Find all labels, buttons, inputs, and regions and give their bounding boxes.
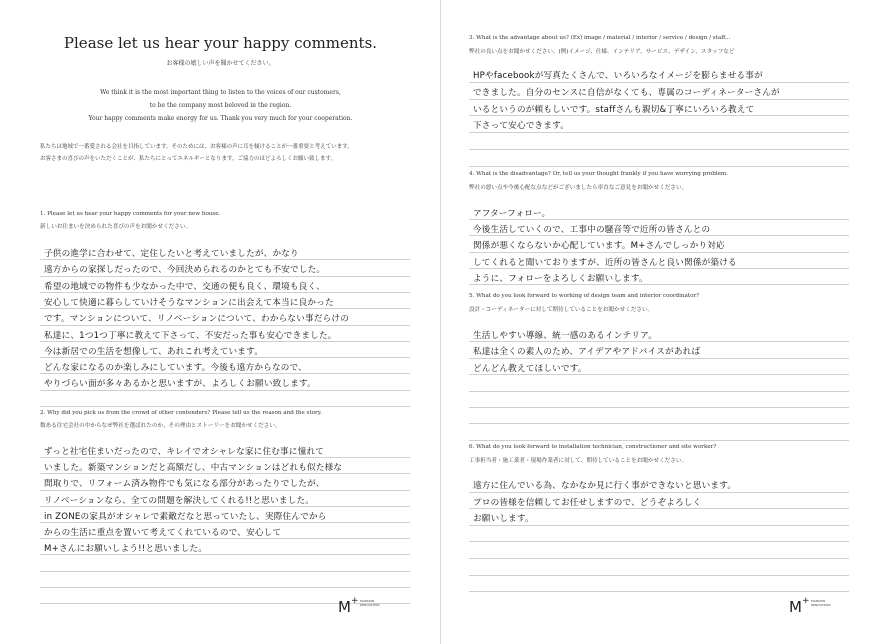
- handwritten-answer-line: やりづらい面が多々あるかと思いますが、よろしくお願い致します。: [44, 379, 316, 390]
- question-2-en: 2. Why did you pick us from the crowd of other contenders? Please tell us the reason and the story.: [40, 410, 322, 416]
- handwritten-answer-line: 子供の進学に合わせて、定住したいと考えていましたが、かなり: [44, 249, 299, 259]
- handwritten-answer-line: です。マンションについて、リノベーションについて、わからない事だらけの: [44, 314, 349, 325]
- handwritten-answer-line: 間取りで、リフォーム済み物件でも気になる部分があったりでしたが、: [44, 479, 325, 490]
- handwritten-answer-line: 遠方に住んでいる為、なかなか見に行く事ができないと思います。: [473, 481, 737, 491]
- question-6-jp: 工事担当者・施工業者・現場作業者に対して、期待していることをお聞かせください。: [469, 458, 688, 464]
- handwritten-answer-line: 関係が悪くならないか心配しています。M+さんでしっかり対応: [473, 241, 725, 252]
- answer-rule-line: [469, 284, 849, 285]
- intro-jp-line: 私たちは地域で一番愛される会社を目指しています。そのためには、お客様の声に耳を傾けることが一番重要と考えています。: [40, 144, 353, 150]
- answer-rule-line: [469, 235, 849, 236]
- answer-rule-line: [469, 268, 849, 269]
- handwritten-answer-line: お願いします。: [473, 514, 534, 525]
- handwritten-answer-line: 安心して快適に暮らしていけそうなマンションに出会えて本当に良かった: [44, 297, 334, 308]
- handwritten-answer-line: 希望の地域での物件も少なかった中で、交通の便も良く、環境も良く、: [44, 281, 325, 292]
- handwritten-answer-line: M+さんにお願いしよう!!と思いました。: [44, 544, 208, 555]
- handwritten-answer-line: どんな家になるのか楽しみにしています。今後も遠方からなので、: [44, 363, 307, 374]
- answer-rule-line: [40, 373, 410, 374]
- answer-rule-line: [469, 115, 849, 116]
- brand-logo: M+: [338, 596, 359, 616]
- answer-rule-line: [469, 525, 849, 526]
- answer-rule-line: [469, 149, 849, 150]
- brand-logo-tagline: MANSION RENOVATION: [811, 599, 831, 607]
- answer-rule-line: [469, 341, 849, 342]
- handwritten-answer-line: in ZONEの家具がオシャレで素敵だなと思っていたし、実際住んでから: [44, 511, 327, 522]
- handwritten-answer-line: いるというのが頼もしいです。staffさんも親切&丁寧にいろいろ教えて: [473, 104, 755, 115]
- answer-rule-line: [40, 490, 410, 491]
- answer-rule-line: [469, 423, 849, 424]
- handwritten-answer-line: 私達は全くの素人のため、アイデアやアドバイスがあれば: [473, 347, 701, 358]
- handwritten-answer-line: ように、フォローをよろしくお願いします。: [473, 273, 648, 284]
- answer-rule-line: [40, 522, 410, 523]
- question-5-en: 5. What do you look forward to working of design team and interior coordinator?: [469, 293, 700, 299]
- handwritten-answer-line: 今は新居での生活を想像して、あれこれ考えています。: [44, 346, 263, 357]
- handwritten-answer-line: してくれると聞いておりますが、近所の皆さんと良い関係が築ける: [473, 257, 737, 268]
- handwritten-answer-line: 遠方からの家探しだったので、今回決められるのかとても不安でした。: [44, 265, 326, 276]
- page-title: Please let us hear your happy comments.: [63, 34, 378, 52]
- answer-rule-line: [469, 508, 849, 509]
- intro-en-line: to be the company most beloved in the region.: [149, 102, 292, 109]
- handwritten-answer-line: 生活しやすい導線、統一感のあるインテリア。: [473, 331, 657, 341]
- answer-rule-line: [40, 308, 410, 309]
- answer-rule-line: [469, 591, 849, 592]
- intro-en-line: Your happy comments make energy for us. Thank you very much for your cooperation.: [88, 115, 353, 122]
- answer-rule-line: [40, 506, 410, 507]
- answer-rule-line: [469, 132, 849, 133]
- handwritten-answer-line: 私達に、1つ1つ丁寧に教えて下さって、不安だった事も安心できました。: [44, 330, 337, 341]
- answer-rule-line: [40, 341, 410, 342]
- answer-rule-line: [469, 440, 849, 441]
- answer-rule-line: [469, 391, 849, 392]
- answer-rule-line: [469, 374, 849, 375]
- answer-rule-line: [40, 587, 410, 588]
- answer-rule-line: [469, 492, 849, 493]
- answer-rule-line: [40, 357, 410, 358]
- page-subtitle-jp: お客様の嬉しい声を聞かせてください。: [166, 60, 275, 67]
- handwritten-answer-line: 下さって安心できます。: [473, 121, 570, 132]
- question-3-jp: 弊社の良い点をお聞かせください。(例)イメージ、仕様、インテリア、サービス、デザイン、スタッフなど: [469, 49, 735, 55]
- answer-rule-line: [469, 558, 849, 559]
- answer-rule-line: [469, 166, 849, 167]
- answer-rule-line: [469, 358, 849, 359]
- answer-rule-line: [469, 575, 849, 576]
- brand-logo-tagline: MANSION RENOVATION: [360, 599, 380, 607]
- handwritten-answer-line: ずっと社宅住まいだったので、キレイでオシャレな家に住む事に憧れて: [44, 447, 325, 457]
- answer-rule-line: [469, 99, 849, 100]
- answer-rule-line: [40, 538, 410, 539]
- handwritten-answer-line: リノベーションなら、全ての問題を解決してくれる!!と思いました。: [44, 495, 315, 506]
- answer-rule-line: [469, 82, 849, 83]
- intro-jp-line: お客さまの喜びの声をいただくことが、私たちにとってエネルギーとなります。ご協力のほどよろしくお願い致します。: [40, 156, 337, 162]
- handwritten-answer-line: いました。新築マンションだと高額だし、中古マンションはどれも似た様な: [44, 463, 343, 474]
- handwritten-answer-line: できました。自分のセンスに自信がなくても、専属のコーディネーターさんが: [473, 87, 780, 98]
- question-2-jp: 数ある住宅会社の中からなぜ弊社を選ばれたのか、その理由とストーリーをお聞かせください。: [40, 423, 281, 429]
- answer-rule-line: [40, 276, 410, 277]
- answer-rule-line: [40, 457, 410, 458]
- answer-rule-line: [40, 325, 410, 326]
- handwritten-answer-line: HPやfacebookが写真たくさんで、いろいろなイメージを膨らませる事が: [473, 71, 763, 81]
- answer-rule-line: [40, 554, 410, 555]
- question-1-jp: 新しいお住まいを決められた喜びの声をお聞かせください。: [40, 224, 192, 230]
- question-1-en: 1. Please let us hear your happy comments for your new house.: [40, 211, 221, 217]
- brand-logo: M+: [789, 596, 810, 616]
- handwritten-answer-line: アフターフォロー。: [473, 209, 551, 219]
- right-page: [441, 0, 882, 644]
- handwritten-answer-line: からの生活に重点を置いて考えてくれているので、安心して: [44, 528, 282, 538]
- answer-rule-line: [40, 571, 410, 572]
- intro-en-line: We think it is the most important thing to listen to the voices of our customers,: [100, 89, 341, 96]
- question-6-en: 6. What do you look forward to installation technician, constructioner and site worker?: [469, 444, 717, 450]
- handwritten-answer-line: 今後生活していくので、工事中の騒音等で近所の皆さんとの: [473, 225, 711, 236]
- answer-rule-line: [469, 541, 849, 542]
- answer-rule-line: [469, 252, 849, 253]
- answer-rule-line: [469, 219, 849, 220]
- question-4-en: 4. What is the disadvantage? Or, tell us your thought frankly if you have worrying problem.: [469, 171, 729, 177]
- answer-rule-line: [40, 406, 410, 407]
- answer-rule-line: [469, 407, 849, 408]
- answer-rule-line: [40, 259, 410, 260]
- question-4-jp: 弊社の悪い点や今後心配な点などがございましたら率直なご意見をお聞かせください。: [469, 185, 688, 191]
- question-3-en: 3. What is the advantage about us? (Ex) image / material / interior / service / design / staff...: [469, 35, 731, 41]
- answer-rule-line: [40, 292, 410, 293]
- answer-rule-line: [40, 390, 410, 391]
- answer-rule-line: [40, 473, 410, 474]
- question-5-jp: 設計・コーディネーターに対して期待していることをお聞かせください。: [469, 307, 654, 313]
- handwritten-answer-line: プロの皆様を信頼してお任せしますので、どうぞよろしく: [473, 497, 702, 508]
- handwritten-answer-line: どんどん教えてほしいです。: [473, 363, 587, 374]
